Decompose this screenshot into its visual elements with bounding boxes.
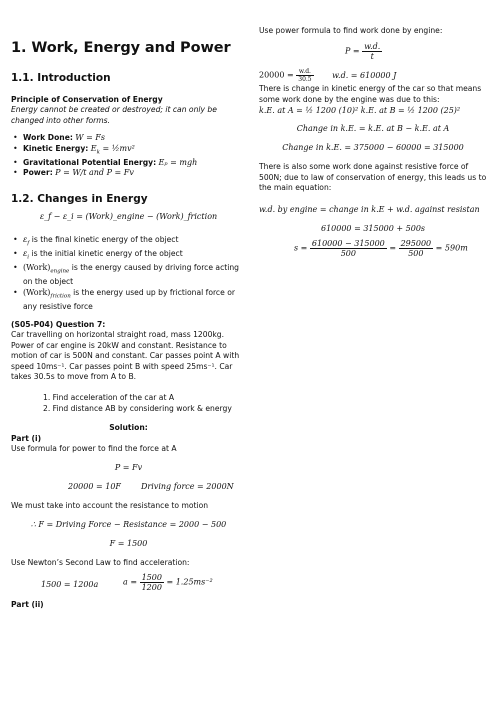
eq-distance: s = $\frac{610000 - 315000}{500}$ = $\frac{295000}{500}$ = 590m [294,239,468,258]
eq-power: P = Fv [114,463,143,472]
list-item: • Gravitational Potential Energy: Eₚ = mgh [11,158,246,169]
eq-change-ke: Change in k.E. = k.E. at B − k.E. at A [296,124,450,133]
main-equation: w.d. by engine = change in k.E + w.d. against resistan [259,205,480,214]
eq-change-ke-value: Change in k.E. = 375000 − 60000 = 315000 [282,143,464,152]
list-item: • Power: P = W/t and P = Fv [11,168,246,179]
energy-equation: ε_f − ε_i = (Work)_engine − (Work)_friction [39,212,218,221]
principle-title: Principle of Conservation of Energy [11,95,163,104]
part-two-label: Part (ii) [11,600,44,609]
power-intro: Use power formula to find work done by engine: [259,26,443,35]
eq-power-work: P = $\frac{w.d.}{t}$ [345,42,381,61]
question-title: (S05-P04) Question 7: [11,320,106,329]
part-one-intro: Use formula for power to find the force at A [11,444,177,453]
list-item: 1. Find acceleration of the car at A [43,393,175,402]
list-item: • $(Work)_{engine}$ is the energy caused by driving force acting on the object [11,263,246,288]
eq-work-done: 20000 = $\frac{w.d.}{30.5}$ w.d. = 610000 J [259,68,397,83]
eq-kinetic-energy: k.E. at A = ½ 1200 (10)² k.E. at B = ½ 1200 (25)² [259,106,461,115]
newton-text: Use Newton’s Second Law to find acceleration: [11,558,190,567]
list-item: 2. Find distance AB by considering work & energy [43,403,232,413]
list-item: • Work Done: W = Fs [11,133,246,144]
question-parts [29,393,244,414]
list-item: • Kinetic Energy: $E_k$ = ½mv² [11,144,246,158]
eq-acceleration: a = $\frac{1500}{1200}$ = 1.25ms⁻² [123,573,213,592]
resistive-force-text: There is also some work done against resistive force of 500N; due to law of conservation of energy, this leads us to the main equation: [259,162,487,192]
section-heading-changes: 1.2. Changes in Energy [11,193,148,205]
formula-list [11,133,246,179]
eq-net-force: ∴ F = Driving Force − Resistance = 2000 − 500 [30,520,227,529]
question-text: Car travelling on horizontal straight road, mass 1200kg. Power of car engine is 20kW and constant. Resistance to motion of car is 500N and constant. Car passes point A with speed 10ms⁻¹. Car passes point B with speed 25ms⁻¹. Car takes 30.5s to move from A to B. [11,330,240,382]
solution-title: Solution: [109,423,148,432]
resistance-text: We must take into account the resistance to motion [11,501,209,510]
eq-newton: 1500 = 1200a [41,580,99,589]
section-heading-introduction: 1.1. Introduction [11,72,111,84]
energy-terms-list [11,235,246,312]
eq-driving-force: Driving force = 2000N [141,482,234,491]
part-one-label: Part (i) [11,434,42,443]
kinetic-energy-text: There is change in kinetic energy of the car so that means some work done by the engine was due to this: [259,84,482,104]
list-item: • $(Work)_{friction}$ is the energy used up by frictional force or any resistive force [11,288,246,313]
eq-net-force-value: F = 1500 [109,539,148,548]
page-title: 1. Work, Energy and Power [11,40,231,56]
list-item: • $\varepsilon_i$ is the initial kinetic energy of the object [11,249,246,263]
eq-force: 20000 = 10F [68,482,121,491]
list-item: • $\varepsilon_f$ is the final kinetic energy of the object [11,235,246,249]
eq-work-balance: 610000 = 315000 + 500s [320,224,426,233]
principle-text: Energy cannot be created or destroyed; it can only be changed into other forms. [11,105,217,125]
